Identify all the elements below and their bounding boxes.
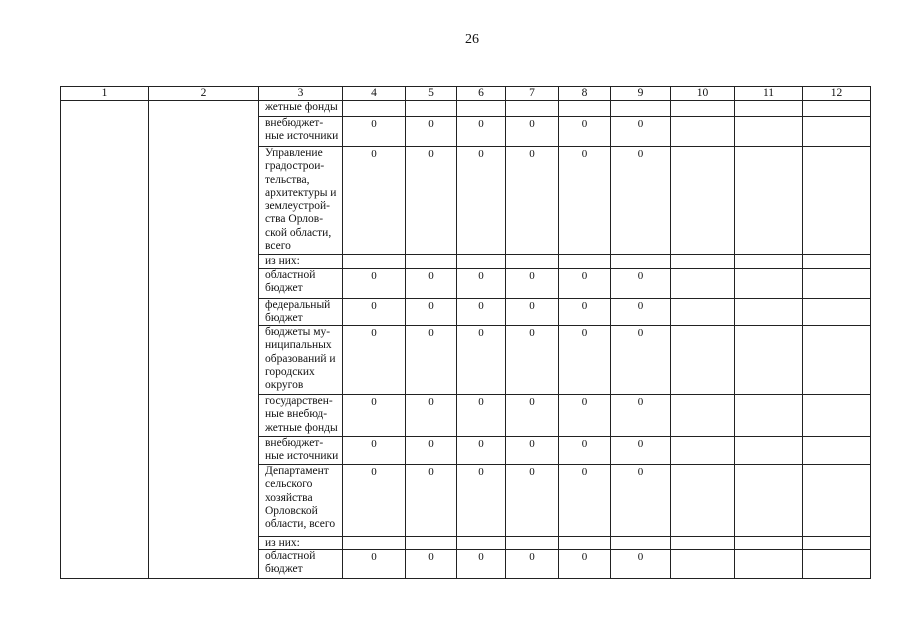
empty-cell <box>559 255 611 269</box>
value-cell: 0 <box>506 147 559 255</box>
value-cell: 0 <box>611 550 671 579</box>
value-cell: 0 <box>343 299 406 326</box>
value-cell: 0 <box>506 550 559 579</box>
empty-cell <box>506 101 559 117</box>
empty-cell <box>803 269 871 299</box>
row-label: внебюджет- ные источники <box>259 117 343 147</box>
empty-cell <box>803 437 871 465</box>
value-cell: 0 <box>506 395 559 437</box>
value-cell: 0 <box>611 437 671 465</box>
value-cell: 0 <box>343 550 406 579</box>
value-cell: 0 <box>611 326 671 395</box>
value-cell: 0 <box>559 326 611 395</box>
value-cell: 0 <box>506 465 559 537</box>
empty-cell <box>735 255 803 269</box>
empty-cell <box>671 395 735 437</box>
empty-cell <box>671 326 735 395</box>
empty-cell <box>671 437 735 465</box>
value-cell: 0 <box>506 269 559 299</box>
value-cell: 0 <box>406 437 457 465</box>
column-1-body <box>61 101 149 579</box>
empty-cell <box>735 299 803 326</box>
empty-cell <box>457 101 506 117</box>
empty-cell <box>671 550 735 579</box>
row-label: из них: <box>259 255 343 269</box>
empty-cell <box>735 117 803 147</box>
empty-cell <box>343 537 406 550</box>
value-cell: 0 <box>343 465 406 537</box>
column-header-10: 10 <box>671 87 735 101</box>
value-cell: 0 <box>611 465 671 537</box>
empty-cell <box>735 147 803 255</box>
value-cell: 0 <box>457 117 506 147</box>
column-header-1: 1 <box>61 87 149 101</box>
column-header-7: 7 <box>506 87 559 101</box>
row-label: Управление градострои- тельства, архитектуры и землеустрой- ства Орлов- ской области, всего <box>259 147 343 255</box>
empty-cell <box>803 147 871 255</box>
empty-cell <box>803 101 871 117</box>
empty-cell <box>343 255 406 269</box>
empty-cell <box>735 395 803 437</box>
value-cell: 0 <box>559 269 611 299</box>
value-cell: 0 <box>343 395 406 437</box>
empty-cell <box>611 537 671 550</box>
empty-cell <box>803 299 871 326</box>
empty-cell <box>611 101 671 117</box>
empty-cell <box>803 255 871 269</box>
value-cell: 0 <box>559 437 611 465</box>
empty-cell <box>406 101 457 117</box>
value-cell: 0 <box>406 550 457 579</box>
column-header-2: 2 <box>149 87 259 101</box>
empty-cell <box>803 395 871 437</box>
value-cell: 0 <box>457 550 506 579</box>
value-cell: 0 <box>457 465 506 537</box>
empty-cell <box>735 326 803 395</box>
column-header-3: 3 <box>259 87 343 101</box>
value-cell: 0 <box>506 326 559 395</box>
empty-cell <box>671 147 735 255</box>
value-cell: 0 <box>559 395 611 437</box>
empty-cell <box>735 465 803 537</box>
value-cell: 0 <box>343 269 406 299</box>
value-cell: 0 <box>457 395 506 437</box>
empty-cell <box>559 537 611 550</box>
value-cell: 0 <box>457 437 506 465</box>
column-header-9: 9 <box>611 87 671 101</box>
value-cell: 0 <box>406 395 457 437</box>
empty-cell <box>671 299 735 326</box>
value-cell: 0 <box>559 550 611 579</box>
value-cell: 0 <box>406 147 457 255</box>
value-cell: 0 <box>611 299 671 326</box>
empty-cell <box>671 537 735 550</box>
value-cell: 0 <box>506 117 559 147</box>
empty-cell <box>506 537 559 550</box>
value-cell: 0 <box>406 326 457 395</box>
value-cell: 0 <box>406 269 457 299</box>
row-label: из них: <box>259 537 343 550</box>
column-2-body <box>149 101 259 579</box>
empty-cell <box>406 255 457 269</box>
row-label: Департамент сельского хозяйства Орловской области, всего <box>259 465 343 537</box>
empty-cell <box>559 101 611 117</box>
column-header-5: 5 <box>406 87 457 101</box>
value-cell: 0 <box>343 147 406 255</box>
empty-cell <box>803 550 871 579</box>
page-number: 26 <box>465 32 479 47</box>
value-cell: 0 <box>406 117 457 147</box>
empty-cell <box>735 537 803 550</box>
column-header-11: 11 <box>735 87 803 101</box>
column-header-12: 12 <box>803 87 871 101</box>
value-cell: 0 <box>343 117 406 147</box>
empty-cell <box>457 255 506 269</box>
empty-cell <box>803 117 871 147</box>
empty-cell <box>803 326 871 395</box>
row-label: федеральный бюджет <box>259 299 343 326</box>
value-cell: 0 <box>611 395 671 437</box>
column-header-8: 8 <box>559 87 611 101</box>
value-cell: 0 <box>611 269 671 299</box>
empty-cell <box>671 101 735 117</box>
empty-cell <box>735 101 803 117</box>
value-cell: 0 <box>406 299 457 326</box>
value-cell: 0 <box>506 299 559 326</box>
row-label: жетные фонды <box>259 101 343 117</box>
value-cell: 0 <box>559 147 611 255</box>
empty-cell <box>735 269 803 299</box>
value-cell: 0 <box>343 326 406 395</box>
value-cell: 0 <box>343 437 406 465</box>
row-label: областной бюджет <box>259 269 343 299</box>
value-cell: 0 <box>559 299 611 326</box>
value-cell: 0 <box>457 147 506 255</box>
empty-cell <box>671 465 735 537</box>
empty-cell <box>735 550 803 579</box>
empty-cell <box>343 101 406 117</box>
empty-cell <box>457 537 506 550</box>
empty-cell <box>671 269 735 299</box>
empty-cell <box>506 255 559 269</box>
empty-cell <box>671 255 735 269</box>
value-cell: 0 <box>611 147 671 255</box>
value-cell: 0 <box>611 117 671 147</box>
empty-cell <box>803 465 871 537</box>
value-cell: 0 <box>457 299 506 326</box>
row-label: государствен- ные внебюд- жетные фонды <box>259 395 343 437</box>
empty-cell <box>735 437 803 465</box>
empty-cell <box>611 255 671 269</box>
value-cell: 0 <box>506 437 559 465</box>
row-label: внебюджет- ные источники <box>259 437 343 465</box>
value-cell: 0 <box>559 465 611 537</box>
row-label: областной бюджет <box>259 550 343 579</box>
empty-cell <box>671 117 735 147</box>
row-label: бюджеты му- ниципальных образований и городских округов <box>259 326 343 395</box>
column-header-6: 6 <box>457 87 506 101</box>
value-cell: 0 <box>457 326 506 395</box>
empty-cell <box>406 537 457 550</box>
budget-table <box>60 86 871 579</box>
empty-cell <box>803 537 871 550</box>
value-cell: 0 <box>406 465 457 537</box>
value-cell: 0 <box>559 117 611 147</box>
value-cell: 0 <box>457 269 506 299</box>
column-header-4: 4 <box>343 87 406 101</box>
